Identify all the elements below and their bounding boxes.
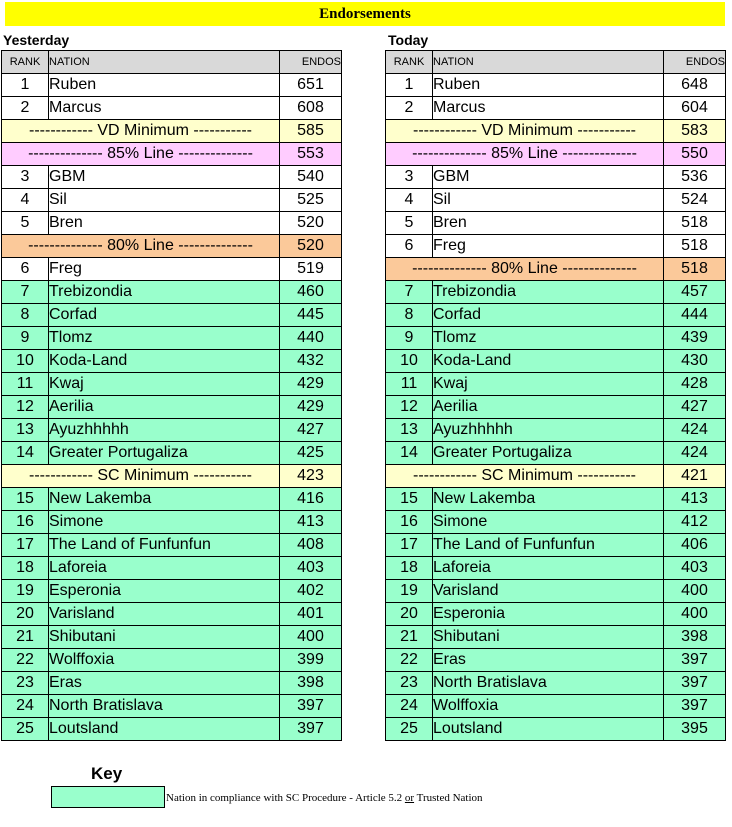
rank-cell: 16 [386, 511, 433, 534]
endos-cell: 429 [280, 396, 342, 419]
nation-cell: Greater Portugaliza [433, 442, 664, 465]
nation-header: NATION [49, 51, 280, 74]
table-row [386, 396, 726, 419]
nation-cell: Wolffoxia [49, 649, 280, 672]
rank-cell: 13 [2, 419, 49, 442]
endos-cell: 402 [280, 580, 342, 603]
table-row [386, 235, 726, 258]
rank-cell: 11 [2, 373, 49, 396]
nation-cell: Varisland [49, 603, 280, 626]
table-row [2, 327, 342, 350]
endos-cell: 399 [280, 649, 342, 672]
rank-cell: 9 [386, 327, 433, 350]
endos-cell: 401 [280, 603, 342, 626]
rank-cell: 3 [2, 166, 49, 189]
nation-cell: Corfad [49, 304, 280, 327]
threshold-label: -------------- 80% Line -------------- [2, 235, 280, 258]
rank-cell: 6 [386, 235, 433, 258]
threshold-value: 421 [664, 465, 726, 488]
threshold-value: 423 [280, 465, 342, 488]
nation-cell: Marcus [433, 97, 664, 120]
endos-cell: 429 [280, 373, 342, 396]
yesterday-heading: Yesterday [3, 32, 70, 48]
endos-cell: 536 [664, 166, 726, 189]
rank-cell: 5 [2, 212, 49, 235]
endos-cell: 427 [664, 396, 726, 419]
rank-cell: 2 [2, 97, 49, 120]
table-row [2, 258, 342, 281]
rank-header: RANK [2, 51, 49, 74]
rank-cell: 4 [2, 189, 49, 212]
endos-cell: 413 [664, 488, 726, 511]
nation-cell: Ruben [433, 74, 664, 97]
nation-cell: Eras [49, 672, 280, 695]
table-row [386, 626, 726, 649]
endos-cell: 432 [280, 350, 342, 373]
table-row [2, 189, 342, 212]
nation-cell: The Land of Funfunfun [433, 534, 664, 557]
rank-cell: 21 [2, 626, 49, 649]
threshold-row-l85 [386, 143, 726, 166]
endos-cell: 520 [280, 212, 342, 235]
nation-cell: Koda-Land [49, 350, 280, 373]
endos-cell: 460 [280, 281, 342, 304]
threshold-row-vd [386, 120, 726, 143]
table-row [386, 212, 726, 235]
rank-cell: 1 [386, 74, 433, 97]
endos-cell: 413 [280, 511, 342, 534]
table-row [2, 419, 342, 442]
rank-cell: 16 [2, 511, 49, 534]
nation-cell: Marcus [49, 97, 280, 120]
rank-cell: 2 [386, 97, 433, 120]
rank-cell: 12 [2, 396, 49, 419]
threshold-label: -------------- 80% Line -------------- [386, 258, 664, 281]
nation-cell: Greater Portugaliza [49, 442, 280, 465]
table-row [386, 281, 726, 304]
table-row [2, 649, 342, 672]
nation-cell: North Bratislava [433, 672, 664, 695]
nation-cell: The Land of Funfunfun [49, 534, 280, 557]
endos-cell: 397 [664, 695, 726, 718]
threshold-value: 550 [664, 143, 726, 166]
endos-cell: 444 [664, 304, 726, 327]
nation-cell: Loutsland [49, 718, 280, 741]
table-row [2, 166, 342, 189]
nation-cell: Corfad [433, 304, 664, 327]
rank-cell: 14 [2, 442, 49, 465]
table-row [386, 488, 726, 511]
threshold-value: 585 [280, 120, 342, 143]
table-row [386, 718, 726, 741]
key-swatch [51, 786, 165, 808]
rank-cell: 23 [386, 672, 433, 695]
threshold-label: -------------- 85% Line -------------- [386, 143, 664, 166]
nation-cell: Trebizondia [49, 281, 280, 304]
endos-cell: 525 [280, 189, 342, 212]
endos-cell: 397 [664, 649, 726, 672]
rank-cell: 17 [2, 534, 49, 557]
nation-cell: Loutsland [433, 718, 664, 741]
endos-cell: 430 [664, 350, 726, 373]
table-row [2, 672, 342, 695]
table-row [2, 511, 342, 534]
nation-cell: New Lakemba [49, 488, 280, 511]
nation-cell: Shibutani [433, 626, 664, 649]
nation-cell: Bren [49, 212, 280, 235]
threshold-row-sc [2, 465, 342, 488]
endos-cell: 518 [664, 212, 726, 235]
endos-header: ENDOS [664, 51, 726, 74]
table-row [386, 534, 726, 557]
endos-cell: 400 [280, 626, 342, 649]
endos-cell: 406 [664, 534, 726, 557]
table-row [2, 74, 342, 97]
rank-cell: 8 [2, 304, 49, 327]
table-row [386, 672, 726, 695]
table-row [2, 557, 342, 580]
nation-cell: Ayuzhhhhh [49, 419, 280, 442]
table-row [2, 718, 342, 741]
rank-cell: 24 [386, 695, 433, 718]
nation-cell: Trebizondia [433, 281, 664, 304]
table-row [2, 603, 342, 626]
nation-cell: Sil [49, 189, 280, 212]
rank-cell: 11 [386, 373, 433, 396]
table-row [2, 281, 342, 304]
table-row [2, 304, 342, 327]
table-row [386, 189, 726, 212]
rank-cell: 7 [386, 281, 433, 304]
today-heading: Today [388, 32, 429, 48]
threshold-row-l80 [386, 258, 726, 281]
key-text-before: Nation in compliance with SC Procedure - Article 5.2 [166, 792, 405, 804]
nation-cell: Esperonia [49, 580, 280, 603]
rank-cell: 10 [2, 350, 49, 373]
endos-cell: 403 [664, 557, 726, 580]
endos-cell: 648 [664, 74, 726, 97]
rank-cell: 5 [386, 212, 433, 235]
table-row [386, 442, 726, 465]
endos-cell: 457 [664, 281, 726, 304]
table-row [2, 695, 342, 718]
threshold-label: -------------- 85% Line -------------- [2, 143, 280, 166]
nation-cell: Aerilia [49, 396, 280, 419]
rank-header: RANK [386, 51, 433, 74]
nation-cell: North Bratislava [49, 695, 280, 718]
rank-cell: 22 [2, 649, 49, 672]
endos-cell: 440 [280, 327, 342, 350]
endos-cell: 518 [664, 235, 726, 258]
nation-cell: Eras [433, 649, 664, 672]
endos-cell: 524 [664, 189, 726, 212]
nation-cell: Kwaj [49, 373, 280, 396]
endos-cell: 608 [280, 97, 342, 120]
endos-cell: 400 [664, 580, 726, 603]
rank-cell: 18 [386, 557, 433, 580]
endos-cell: 519 [280, 258, 342, 281]
rank-cell: 14 [386, 442, 433, 465]
threshold-label: ------------ SC Minimum ----------- [386, 465, 664, 488]
table-row [2, 442, 342, 465]
endos-cell: 416 [280, 488, 342, 511]
nation-cell: Koda-Land [433, 350, 664, 373]
page-title: Endorsements [5, 2, 725, 26]
endos-cell: 651 [280, 74, 342, 97]
table-row [2, 488, 342, 511]
endos-cell: 412 [664, 511, 726, 534]
table-row [2, 373, 342, 396]
rank-cell: 18 [2, 557, 49, 580]
threshold-label: ------------ SC Minimum ----------- [2, 465, 280, 488]
endos-cell: 397 [664, 672, 726, 695]
rank-cell: 20 [2, 603, 49, 626]
key-text-after: Trusted Nation [414, 792, 483, 804]
rank-cell: 7 [2, 281, 49, 304]
rank-cell: 13 [386, 419, 433, 442]
table-row [386, 327, 726, 350]
rank-cell: 25 [386, 718, 433, 741]
nation-cell: Ayuzhhhhh [433, 419, 664, 442]
rank-cell: 19 [386, 580, 433, 603]
rank-cell: 22 [386, 649, 433, 672]
nation-cell: Wolffoxia [433, 695, 664, 718]
key-description [166, 792, 483, 804]
rank-cell: 21 [386, 626, 433, 649]
table-row [386, 373, 726, 396]
nation-cell: Bren [433, 212, 664, 235]
threshold-label: ------------ VD Minimum ----------- [386, 120, 664, 143]
table-header-row [2, 51, 342, 74]
nation-cell: Laforeia [49, 557, 280, 580]
threshold-row-sc [386, 465, 726, 488]
table-row [386, 419, 726, 442]
nation-header: NATION [433, 51, 664, 74]
table-row [386, 74, 726, 97]
nation-cell: Freg [433, 235, 664, 258]
rank-cell: 15 [2, 488, 49, 511]
table-header-row [386, 51, 726, 74]
rank-cell: 6 [2, 258, 49, 281]
endos-cell: 439 [664, 327, 726, 350]
table-row [386, 166, 726, 189]
table-row [2, 580, 342, 603]
rank-cell: 10 [386, 350, 433, 373]
today-table [385, 50, 726, 741]
endos-cell: 428 [664, 373, 726, 396]
table-row [386, 511, 726, 534]
table-row [386, 695, 726, 718]
nation-cell: GBM [433, 166, 664, 189]
table-row [2, 350, 342, 373]
table-row [386, 304, 726, 327]
nation-cell: Aerilia [433, 396, 664, 419]
rank-cell: 17 [386, 534, 433, 557]
endos-cell: 540 [280, 166, 342, 189]
threshold-value: 553 [280, 143, 342, 166]
threshold-row-l85 [2, 143, 342, 166]
table-row [386, 603, 726, 626]
rank-cell: 19 [2, 580, 49, 603]
rank-cell: 25 [2, 718, 49, 741]
nation-cell: Freg [49, 258, 280, 281]
table-row [2, 534, 342, 557]
nation-cell: Tlomz [433, 327, 664, 350]
threshold-label: ------------ VD Minimum ----------- [2, 120, 280, 143]
table-row [386, 350, 726, 373]
endos-header: ENDOS [280, 51, 342, 74]
nation-cell: Esperonia [433, 603, 664, 626]
endos-cell: 408 [280, 534, 342, 557]
nation-cell: Tlomz [49, 327, 280, 350]
table-row [2, 626, 342, 649]
nation-cell: Varisland [433, 580, 664, 603]
yesterday-table [1, 50, 342, 741]
rank-cell: 8 [386, 304, 433, 327]
key-title: Key [91, 764, 123, 783]
rank-cell: 3 [386, 166, 433, 189]
endos-cell: 397 [280, 718, 342, 741]
endos-cell: 397 [280, 695, 342, 718]
rank-cell: 24 [2, 695, 49, 718]
threshold-value: 520 [280, 235, 342, 258]
endos-cell: 427 [280, 419, 342, 442]
threshold-row-l80 [2, 235, 342, 258]
endos-cell: 425 [280, 442, 342, 465]
key-text-or: or [404, 792, 415, 804]
nation-cell: Shibutani [49, 626, 280, 649]
rank-cell: 1 [2, 74, 49, 97]
nation-cell: GBM [49, 166, 280, 189]
threshold-row-vd [2, 120, 342, 143]
table-row [2, 396, 342, 419]
table-row [2, 212, 342, 235]
nation-cell: New Lakemba [433, 488, 664, 511]
threshold-value: 583 [664, 120, 726, 143]
endos-cell: 424 [664, 442, 726, 465]
nation-cell: Simone [433, 511, 664, 534]
endos-cell: 395 [664, 718, 726, 741]
endos-cell: 398 [664, 626, 726, 649]
table-row [386, 557, 726, 580]
rank-cell: 23 [2, 672, 49, 695]
endos-cell: 400 [664, 603, 726, 626]
table-row [386, 649, 726, 672]
nation-cell: Ruben [49, 74, 280, 97]
rank-cell: 9 [2, 327, 49, 350]
endos-cell: 398 [280, 672, 342, 695]
rank-cell: 20 [386, 603, 433, 626]
table-row [386, 97, 726, 120]
rank-cell: 4 [386, 189, 433, 212]
nation-cell: Sil [433, 189, 664, 212]
table-row [386, 580, 726, 603]
nation-cell: Laforeia [433, 557, 664, 580]
rank-cell: 15 [386, 488, 433, 511]
endos-cell: 403 [280, 557, 342, 580]
rank-cell: 12 [386, 396, 433, 419]
endos-cell: 604 [664, 97, 726, 120]
nation-cell: Kwaj [433, 373, 664, 396]
table-row [2, 97, 342, 120]
endos-cell: 424 [664, 419, 726, 442]
threshold-value: 518 [664, 258, 726, 281]
nation-cell: Simone [49, 511, 280, 534]
endos-cell: 445 [280, 304, 342, 327]
